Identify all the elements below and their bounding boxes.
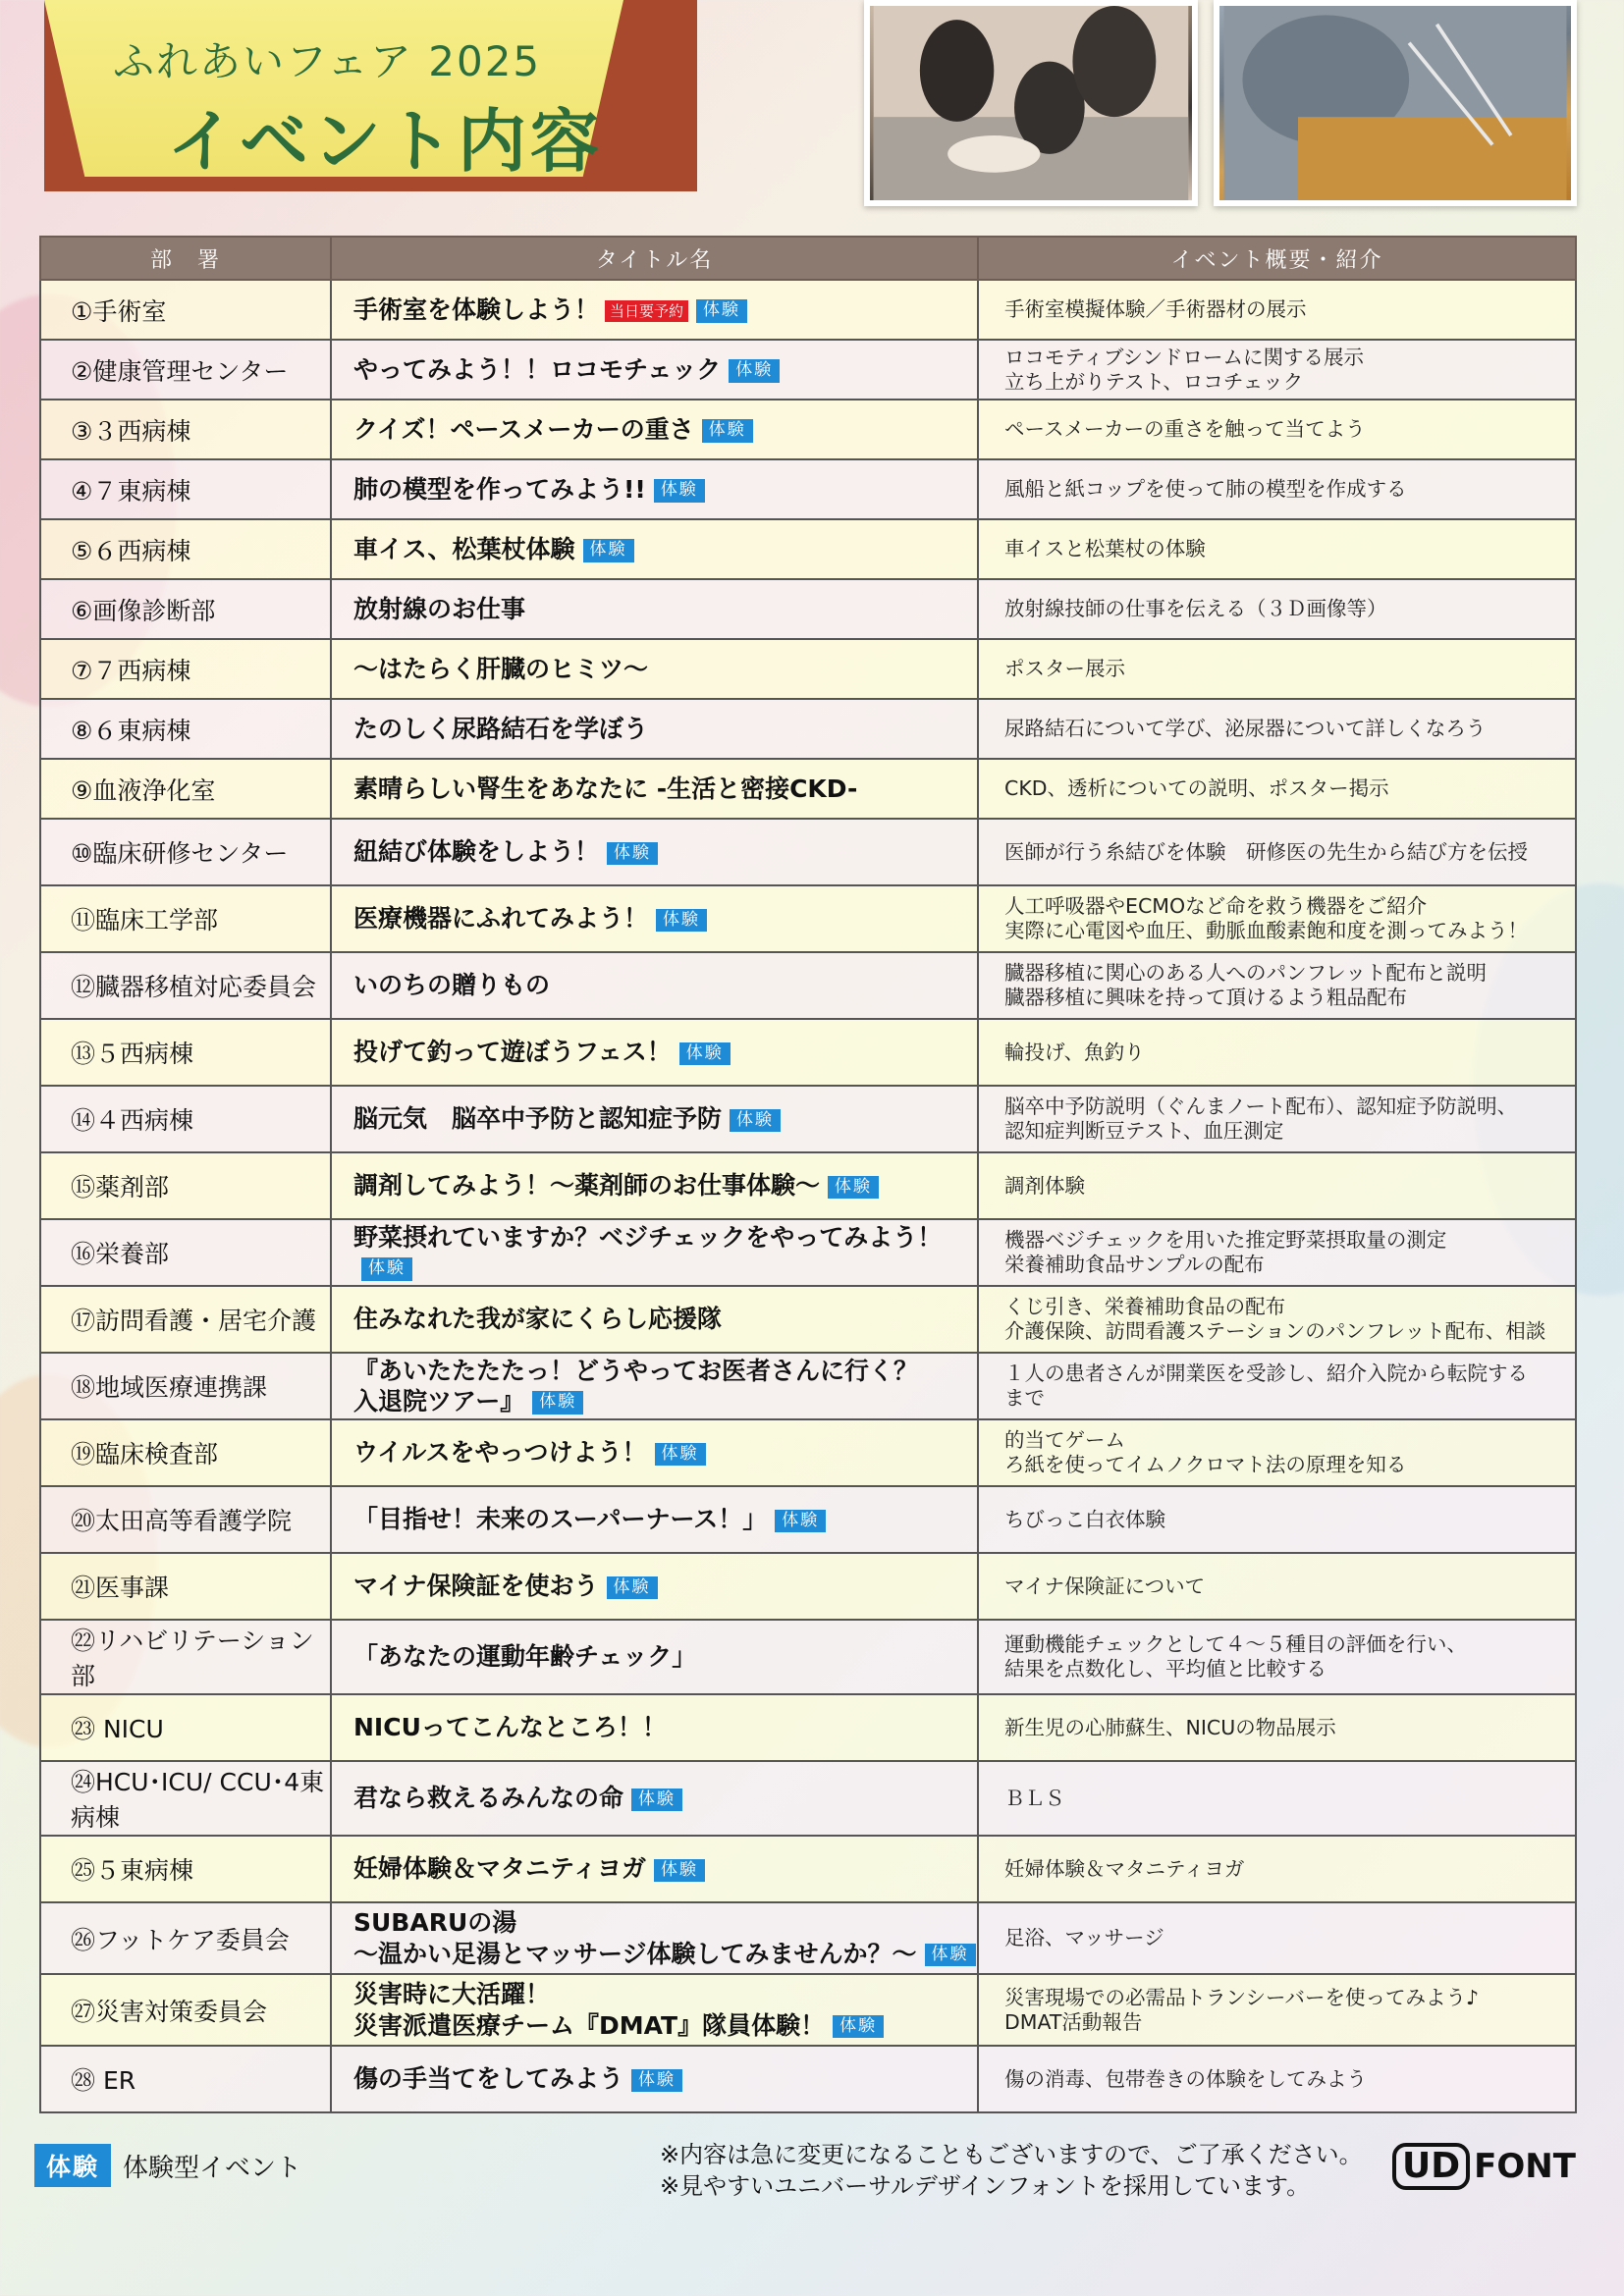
summary-line: マイナ保険証について	[1004, 1574, 1206, 1598]
experience-badge: 体験	[679, 1042, 731, 1065]
summary-line: 立ち上がりテスト、ロコチェック	[1004, 369, 1304, 394]
summary-cell	[978, 1902, 1576, 1974]
title-cell	[331, 1620, 978, 1694]
department-cell: ㉖フットケア委員会	[40, 1902, 331, 1974]
event-title-line2: ～温かい足湯とマッサージ体験してみませんか？～	[353, 1939, 917, 1968]
event-table	[39, 236, 1577, 2113]
summary-cell	[978, 1620, 1576, 1694]
experience-badge: 体験	[654, 1859, 705, 1882]
summary-line: DMAT活動報告	[1004, 2009, 1143, 2034]
department-cell: ⑥画像診断部	[40, 579, 331, 639]
department-cell: ㉔HCU･ICU/ CCU･4東病棟	[40, 1761, 331, 1836]
header-title: タイトル名	[331, 237, 978, 280]
title-cell	[331, 819, 978, 885]
summary-line: 尿路結石について学び、泌尿器について詳しくなろう	[1004, 717, 1487, 740]
event-title-line2: 災害派遣医療チーム『DMAT』隊員体験！	[353, 2010, 826, 2040]
experience-badge: 体験	[607, 842, 658, 865]
summary-line: 輪投げ、魚釣り	[1004, 1040, 1145, 1064]
table-row	[40, 1152, 1576, 1219]
summary-cell	[978, 1553, 1576, 1620]
title-cell	[331, 459, 978, 519]
department-cell: ⑧６東病棟	[40, 699, 331, 759]
summary-line: 結果を点数化し、平均値と比較する	[1004, 1657, 1326, 1681]
summary-cell	[978, 1152, 1576, 1219]
summary-cell	[978, 1836, 1576, 1902]
summary-line: まで	[1004, 1386, 1045, 1410]
title-cell	[331, 1974, 978, 2046]
summary-cell	[978, 2046, 1576, 2112]
summary-cell	[978, 1353, 1576, 1419]
summary-line: くじ引き、栄養補助食品の配布	[1004, 1295, 1286, 1318]
experience-badge: 体験	[361, 1257, 412, 1280]
event-title: クイズ！ペースメーカーの重さ	[353, 414, 694, 444]
department-cell: ㉑医事課	[40, 1553, 331, 1620]
department-cell: ③３西病棟	[40, 400, 331, 459]
experience-badge: 体験	[833, 2015, 884, 2038]
summary-cell	[978, 1694, 1576, 1761]
summary-line: 調剤体験	[1004, 1173, 1085, 1198]
department-cell: ⑳太田高等看護学院	[40, 1486, 331, 1553]
summary-cell	[978, 1286, 1576, 1353]
summary-cell	[978, 340, 1576, 400]
summary-line: 臓器移植に関心のある人へのパンフレット配布と説明	[1004, 961, 1487, 985]
summary-line: 放射線技師の仕事を伝える（３Ｄ画像等）	[1004, 597, 1387, 620]
table-row	[40, 1219, 1576, 1286]
experience-badge: 体験	[631, 2069, 682, 2092]
event-title-line2: 入退院ツアー』	[353, 1387, 525, 1415]
title-cell	[331, 1086, 978, 1152]
experience-badge: 体験	[775, 1510, 826, 1532]
table-body	[40, 280, 1576, 2112]
experience-badge: 体験	[655, 1443, 706, 1466]
title-cell	[331, 1902, 978, 1974]
summary-line: 医師が行う糸結びを体験 研修医の先生から結び方を伝授	[1004, 839, 1528, 864]
table-row	[40, 1553, 1576, 1620]
title-cell	[331, 1761, 978, 1836]
page-subtitle: ふれあいフェア 2025	[113, 37, 542, 85]
experience-badge: 体験	[583, 539, 634, 561]
summary-line: 人工呼吸器やECMOなど命を救う機器をご紹介	[1004, 894, 1428, 918]
summary-line: ＢＬＳ	[1004, 1786, 1065, 1810]
summary-line: ちびっこ白衣体験	[1004, 1507, 1165, 1531]
title-cell	[331, 280, 978, 340]
experience-badge: 体験	[532, 1391, 583, 1414]
table-row	[40, 2046, 1576, 2112]
event-title: 傷の手当てをしてみよう	[353, 2064, 624, 2094]
department-cell: ㉘ ER	[40, 2046, 331, 2112]
summary-line: CKD、透析についての説明、ポスター掲示	[1004, 776, 1389, 800]
title-cell	[331, 1152, 978, 1219]
department-cell: ⑩臨床研修センター	[40, 819, 331, 885]
event-title: 住みなれた我が家にくらし応援隊	[353, 1305, 723, 1334]
department-cell: ㉕５東病棟	[40, 1836, 331, 1902]
table-row	[40, 1836, 1576, 1902]
title-cell	[331, 952, 978, 1019]
ud-logo-mark: UD	[1392, 2143, 1470, 2190]
table-row	[40, 699, 1576, 759]
event-title: 放射線のお仕事	[353, 594, 526, 623]
department-cell: ⑤６西病棟	[40, 519, 331, 579]
event-title: 『あいたたたたっ！どうやってお医者さんに行く？	[353, 1356, 919, 1385]
summary-line: 栄養補助食品サンプルの配布	[1004, 1253, 1265, 1276]
summary-cell	[978, 819, 1576, 885]
summary-line: 実際に心電図や血圧、動脈血酸素飽和度を測ってみよう！	[1004, 919, 1528, 942]
department-cell: ⑦７西病棟	[40, 639, 331, 699]
title-cell	[331, 1353, 978, 1419]
table-row	[40, 759, 1576, 819]
experience-badge: 体験	[696, 299, 747, 322]
summary-line: 的当てゲーム	[1004, 1428, 1125, 1452]
summary-line: ろ紙を使ってイムノクロマト法の原理を知る	[1004, 1453, 1407, 1476]
ud-font-logo	[1392, 2143, 1576, 2190]
department-cell: ⑪臨床工学部	[40, 885, 331, 952]
summary-cell	[978, 1086, 1576, 1152]
event-title: ～はたらく肝臓のヒミツ～	[353, 654, 649, 683]
table-row	[40, 1019, 1576, 1086]
summary-cell	[978, 639, 1576, 699]
event-title: 素晴らしい腎生をあなたに -生活と密接CKD-	[353, 774, 858, 803]
summary-cell	[978, 280, 1576, 340]
department-cell: ⑯栄養部	[40, 1219, 331, 1286]
department-cell: ⑬５西病棟	[40, 1019, 331, 1086]
reservation-badge: 当日要予約	[605, 300, 688, 323]
event-title: 投げて釣って遊ぼうフェス！	[353, 1038, 672, 1067]
experience-badge: 体験	[631, 1789, 682, 1811]
summary-line: 脳卒中予防説明（ぐんまノート配布）、認知症予防説明、	[1004, 1095, 1518, 1118]
event-title: いのちの贈りもの	[353, 971, 551, 1000]
summary-cell	[978, 459, 1576, 519]
department-cell: ⑰訪問看護・居宅介護	[40, 1286, 331, 1353]
table-row	[40, 1974, 1576, 2046]
department-cell: ⑲臨床検査部	[40, 1419, 331, 1486]
summary-cell	[978, 1974, 1576, 2046]
summary-line: 運動機能チェックとして４～５種目の評価を行い、	[1004, 1632, 1467, 1656]
summary-cell	[978, 1486, 1576, 1553]
title-cell	[331, 519, 978, 579]
legend	[34, 2144, 301, 2187]
table-row	[40, 579, 1576, 639]
department-cell: ⑮薬剤部	[40, 1152, 331, 1219]
summary-line: 認知症判断豆テスト、血圧測定	[1004, 1119, 1284, 1143]
title-cell	[331, 1694, 978, 1761]
page-title: イベント内容	[167, 101, 603, 182]
event-title: 紐結び体験をしよう！	[353, 837, 600, 867]
experience-badge: 体験	[654, 479, 705, 502]
title-cell	[331, 340, 978, 400]
department-cell: ㉓ NICU	[40, 1694, 331, 1761]
table-row	[40, 519, 1576, 579]
legend-text: 体験型イベント	[123, 2153, 302, 2183]
summary-cell	[978, 1761, 1576, 1836]
summary-cell	[978, 519, 1576, 579]
event-title: 「目指せ！未来のスーパーナース！」	[353, 1505, 768, 1534]
summary-line: ペースメーカーの重さを触って当てよう	[1004, 417, 1366, 441]
title-cell	[331, 885, 978, 952]
title-cell	[331, 1836, 978, 1902]
experience-badge: 体験	[828, 1176, 879, 1199]
summary-line: 妊婦体験＆マタニティヨガ	[1004, 1856, 1245, 1881]
table-row	[40, 340, 1576, 400]
summary-cell	[978, 952, 1576, 1019]
department-cell: ④７東病棟	[40, 459, 331, 519]
summary-line: 手術室模擬体験／手術器材の展示	[1004, 297, 1307, 321]
experience-badge: 体験	[730, 1109, 781, 1132]
event-title: 医療機器にふれてみよう！	[353, 904, 649, 934]
title-cell	[331, 2046, 978, 2112]
department-cell: ㉒リハビリテーション部	[40, 1620, 331, 1694]
event-title: NICUってこんなところ！！	[353, 1713, 667, 1742]
summary-cell	[978, 1019, 1576, 1086]
table-row	[40, 885, 1576, 952]
title-cell	[331, 1286, 978, 1353]
table-row	[40, 819, 1576, 885]
summary-line: 車イスと松葉杖の体験	[1004, 537, 1206, 561]
title-cell	[331, 1553, 978, 1620]
summary-line: １人の患者さんが開業医を受診し、紹介入院から転院する	[1004, 1362, 1528, 1385]
event-title: 災害時に大活躍！	[353, 1980, 551, 2009]
table-row	[40, 400, 1576, 459]
title-cell	[331, 1019, 978, 1086]
event-title: 車イス、松葉杖体験	[353, 534, 575, 563]
footnote: ※見やすいユニバーサルデザインフォントを採用しています。	[660, 2171, 1311, 2200]
summary-line: 傷の消毒、包帯巻きの体験をしてみよう	[1004, 2066, 1367, 2091]
summary-cell	[978, 579, 1576, 639]
event-title: たのしく尿路結石を学ぼう	[353, 714, 649, 743]
title-cell	[331, 400, 978, 459]
table-row	[40, 1902, 1576, 1974]
table-row	[40, 1086, 1576, 1152]
experience-badge: 体験	[702, 419, 753, 442]
event-title: 野菜摂れていますか？ベジチェックをやってみよう！	[353, 1222, 943, 1252]
cpr-training-illustration	[870, 6, 1192, 200]
title-cell	[331, 1419, 978, 1486]
footnote: ※内容は急に変更になることもございますので、ご了承ください。	[660, 2141, 1363, 2168]
table-row	[40, 459, 1576, 519]
summary-line: 新生児の心肺蘇生、NICUの物品展示	[1004, 1715, 1336, 1739]
summary-line: 風船と紙コップを使って肺の模型を作成する	[1004, 477, 1407, 501]
summary-cell	[978, 400, 1576, 459]
summary-line: 介護保険、訪問看護ステーションのパンフレット配布、相談	[1004, 1319, 1546, 1343]
experience-badge: 体験	[729, 359, 780, 382]
table-row	[40, 1761, 1576, 1836]
experience-badge: 体験	[656, 909, 707, 932]
experience-badge: 体験	[607, 1576, 658, 1599]
department-cell: ⑫臓器移植対応委員会	[40, 952, 331, 1019]
event-title: 手術室を体験しよう！	[353, 294, 600, 324]
header-department: 部 署	[40, 237, 331, 280]
summary-cell	[978, 699, 1576, 759]
summary-cell	[978, 885, 1576, 952]
footnotes	[660, 2140, 1363, 2202]
event-title: 肺の模型を作ってみよう!!	[353, 474, 646, 504]
summary-cell	[978, 1219, 1576, 1286]
event-title: SUBARUの湯	[353, 1908, 517, 1938]
summary-line: 災害現場での必需品トランシーバーを使ってみよう♪	[1004, 1985, 1480, 2009]
surgical-suture-photo	[1214, 0, 1577, 206]
department-cell: ⑭４西病棟	[40, 1086, 331, 1152]
event-title: ウイルスをやっつけよう！	[353, 1438, 647, 1468]
title-cell	[331, 759, 978, 819]
department-cell: ①手術室	[40, 280, 331, 340]
event-title: 脳元気 脳卒中予防と認知症予防	[353, 1104, 723, 1134]
title-cell	[331, 579, 978, 639]
title-cell	[331, 1219, 978, 1286]
event-title: やってみよう！！ロコモチェック	[353, 354, 722, 384]
event-title: 「あなたの運動年齢チェック」	[353, 1642, 697, 1672]
table-row	[40, 639, 1576, 699]
table-row	[40, 1286, 1576, 1353]
header-summary: イベント概要・紹介	[978, 237, 1576, 280]
department-cell: ㉗災害対策委員会	[40, 1974, 331, 2046]
event-title: 調剤してみよう！～薬剤師のお仕事体験～	[353, 1171, 821, 1201]
table-row	[40, 1620, 1576, 1694]
table-row	[40, 1353, 1576, 1419]
summary-line: 足浴、マッサージ	[1004, 1926, 1164, 1949]
summary-cell	[978, 759, 1576, 819]
experience-badge: 体験	[925, 1944, 976, 1966]
department-cell: ②健康管理センター	[40, 340, 331, 400]
summary-line: ロコモティブシンドロームに関する展示	[1004, 345, 1365, 369]
table-row	[40, 280, 1576, 340]
department-cell: ⑨血液浄化室	[40, 759, 331, 819]
table-row	[40, 952, 1576, 1019]
summary-line: ポスター展示	[1004, 657, 1125, 680]
event-title: 君なら救えるみんなの命	[353, 1784, 624, 1813]
title-cell	[331, 699, 978, 759]
table-row	[40, 1694, 1576, 1761]
event-title: 妊婦体験＆マタニティヨガ	[353, 1854, 647, 1884]
event-title: マイナ保険証を使おう	[353, 1572, 599, 1601]
title-cell	[331, 1486, 978, 1553]
department-cell: ⑱地域医療連携課	[40, 1353, 331, 1419]
summary-cell	[978, 1419, 1576, 1486]
table-row	[40, 1419, 1576, 1486]
table-header-row	[40, 237, 1576, 280]
title-cell	[331, 639, 978, 699]
ud-logo-text: FONT	[1474, 2146, 1576, 2186]
summary-line: 機器ベジチェックを用いた推定野菜摂取量の測定	[1004, 1228, 1447, 1252]
summary-line: 臓器移植に興味を持って頂けるよう粗品配布	[1004, 986, 1407, 1009]
table-row	[40, 1486, 1576, 1553]
surgical-suture-illustration	[1219, 6, 1571, 200]
experience-badge: 体験	[34, 2144, 111, 2187]
cpr-training-photo	[864, 0, 1198, 206]
